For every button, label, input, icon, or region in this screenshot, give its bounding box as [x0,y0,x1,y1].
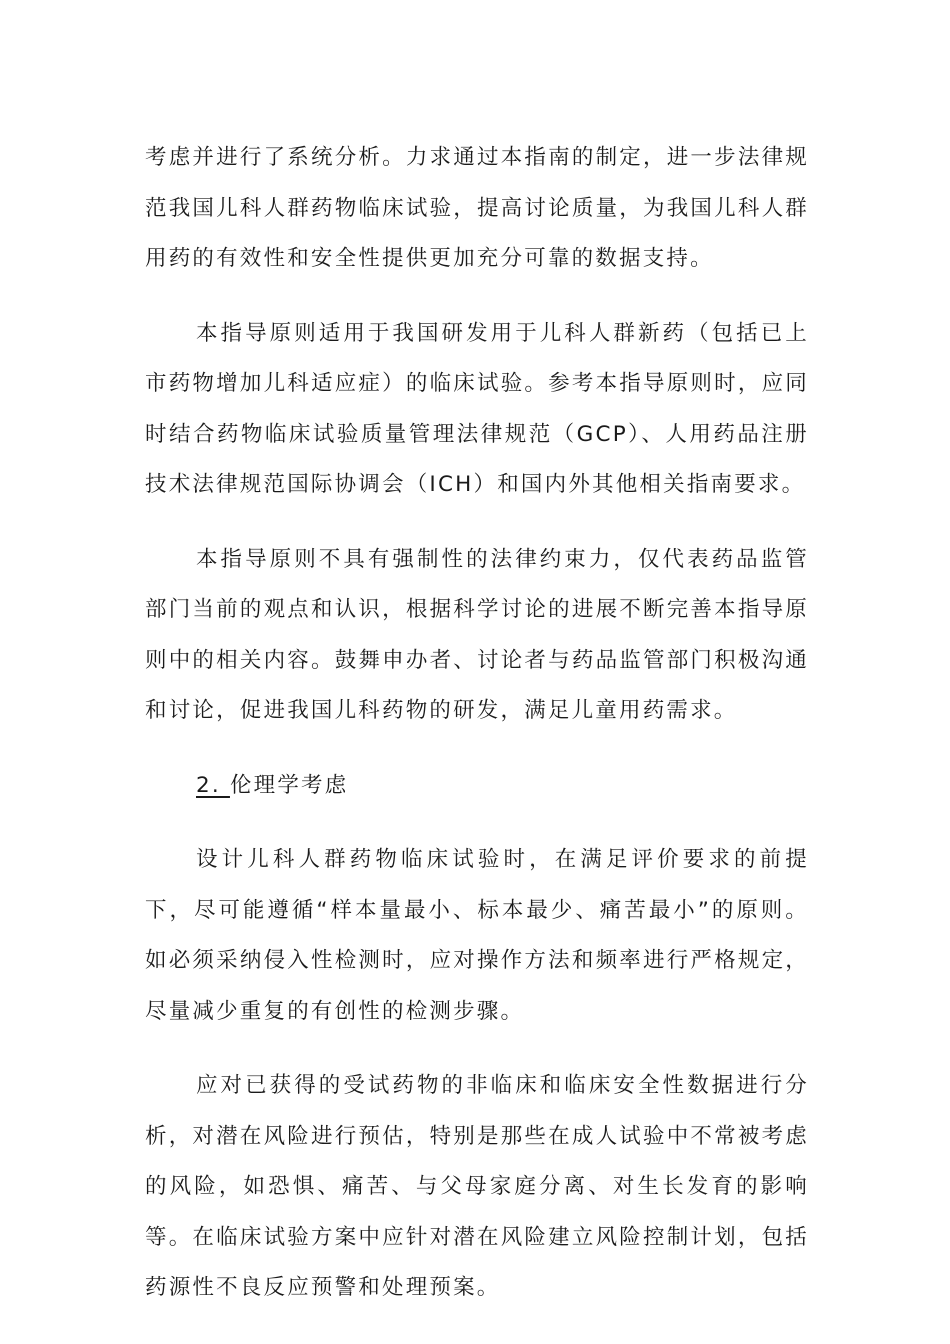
paragraph-design-principles: 设计儿科人群药物临床试验时，在满足评价要求的前提下，尽可能遵循“样本量最小、标本最少、痛苦最小”的原则。如必须采纳侵入性检测时，应对操作方法和频率进行严格规定，尽量减少重复的有创性的检测步骤。 [145,847,809,1024]
paragraph-risk-analysis: 应对已获得的受试药物的非临床和临床安全性数据进行分析，对潜在风险进行预估，特别是那些在成人试验中不常被考虑的风险，如恐惧、痛苦、与父母家庭分离、对生长发育的影响等。在临床试验方案中应针对潜在风险建立风险控制计划，包括药源性不良反应预警和处理预案。 [145,1073,809,1300]
section-heading-ethics [145,761,809,812]
section-number: 2. [196,772,230,798]
paragraph-intro-continued: 考虑并进行了系统分析。力求通过本指南的制定，进一步法律规范我国儿科人群药物临床试验，提高讨论质量，为我国儿科人群用药的有效性和安全性提供更加充分可靠的数据支持。 [145,145,809,271]
section-title: 伦理学考虑 [229,772,349,798]
paragraph-scope: 本指导原则适用于我国研发用于儿科人群新药（包括已上市药物增加儿科适应症）的临床试验。参考本指导原则时，应同时结合药物临床试验质量管理法律规范（GCP）、人用药品注册技术法律规范国际协调会（ICH）和国内外其他相关指南要求。 [145,320,809,497]
document-page [145,133,809,1338]
paragraph-nonbinding: 本指导原则不具有强制性的法律约束力，仅代表药品监管部门当前的观点和认识，根据科学讨论的进展不断完善本指导原则中的相关内容。鼓舞申办者、讨论者与药品监管部门积极沟通和讨论，促进我国儿科药物的研发，满足儿童用药需求。 [145,546,809,723]
